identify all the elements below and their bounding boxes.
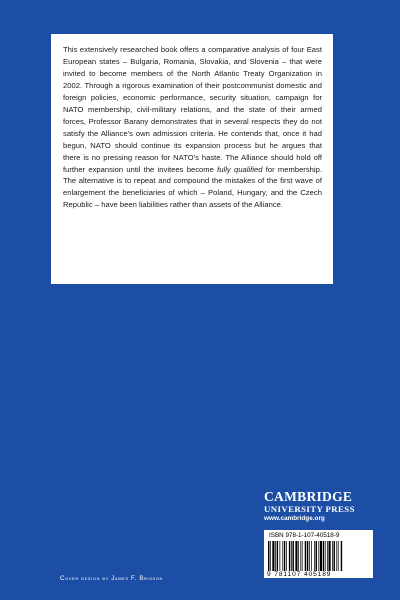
cover-design-credit: Cover design by James F. Brisson xyxy=(60,575,163,582)
barcode-bar-3 xyxy=(275,541,276,571)
barcode-bar-25 xyxy=(325,541,326,571)
publisher-name: CAMBRIDGE xyxy=(264,489,353,504)
barcode-bar-9 xyxy=(289,541,290,571)
barcode-bar-12 xyxy=(295,541,297,571)
isbn-label: ISBN 978-1-107-40518-9 xyxy=(269,532,340,539)
barcode-bar-30 xyxy=(336,541,337,571)
barcode-bar-16 xyxy=(305,541,306,571)
barcode-bar-23 xyxy=(320,541,322,571)
barcode-bar-21 xyxy=(316,541,317,571)
barcode-bar-32 xyxy=(341,541,342,571)
barcode-bar-2 xyxy=(272,541,274,571)
barcode-bar-29 xyxy=(334,541,335,571)
publisher-subtitle: UNIVERSITY PRESS xyxy=(264,504,355,514)
barcode-bar-24 xyxy=(323,541,324,571)
barcode-bar-28 xyxy=(332,541,333,571)
barcode-bar-11 xyxy=(292,541,293,571)
barcode-bar-7 xyxy=(284,541,285,571)
barcode-bar-5 xyxy=(280,541,281,571)
blurb-emphasis: fully qualified xyxy=(217,164,263,174)
barcode-bar-4 xyxy=(277,541,278,571)
barcode-graphic xyxy=(267,541,370,571)
barcode-bar-8 xyxy=(286,541,287,571)
blurb-text-part-1: This extensively researched book offers a comparative analysis of four East European states – Bulgaria, Romania, Slovakia, and Slovenia – that were invited to become members of the North Atlantic Treaty Organization in 2002. Through a rigorous examination of their postcommunist domestic and foreign policies, economic performance, security situation, campaign for NATO membership, civil-military relations, and the state of their armed forces, Professor Barany demonstrates that in several respects they do not satisfy the Alliance's own admission criteria. He contends that, once it had begun, NATO should continue its expansion process but he argues that there is no pressing reason for NATO's haste. The Alliance should hold off further expansion until the invitees become xyxy=(63,45,322,174)
barcode-digits: 9 781107 405189 xyxy=(267,571,332,578)
barcode-bar-1 xyxy=(270,541,271,571)
barcode-bar-26 xyxy=(327,541,328,571)
barcode-bar-0 xyxy=(268,541,269,571)
publisher-imprint xyxy=(264,490,374,523)
barcode-bar-10 xyxy=(291,541,292,571)
barcode-bar-13 xyxy=(298,541,299,571)
barcode-bar-14 xyxy=(300,541,301,571)
barcode-bar-27 xyxy=(328,541,330,571)
barcode-bar-22 xyxy=(318,541,319,571)
blurb-text-part-2: for membership. The alternative is to repeat and compound the mistakes of the first wave of enlargement the beneficiaries of which – Poland, Hungary, and the Czech Republic – have been liabilities rather than assets of the Alliance. xyxy=(63,164,322,210)
barcode-bar-15 xyxy=(302,541,303,571)
barcode-panel xyxy=(264,530,373,578)
barcode-bar-19 xyxy=(311,541,312,571)
barcode-bar-18 xyxy=(309,541,310,571)
barcode-bar-17 xyxy=(307,541,308,571)
publisher-url: www.cambridge.org xyxy=(264,515,325,522)
barcode-bar-6 xyxy=(282,541,283,571)
blurb-text xyxy=(63,44,322,211)
barcode-bar-20 xyxy=(314,541,315,571)
barcode-bar-31 xyxy=(338,541,339,571)
blurb-panel xyxy=(51,34,333,284)
